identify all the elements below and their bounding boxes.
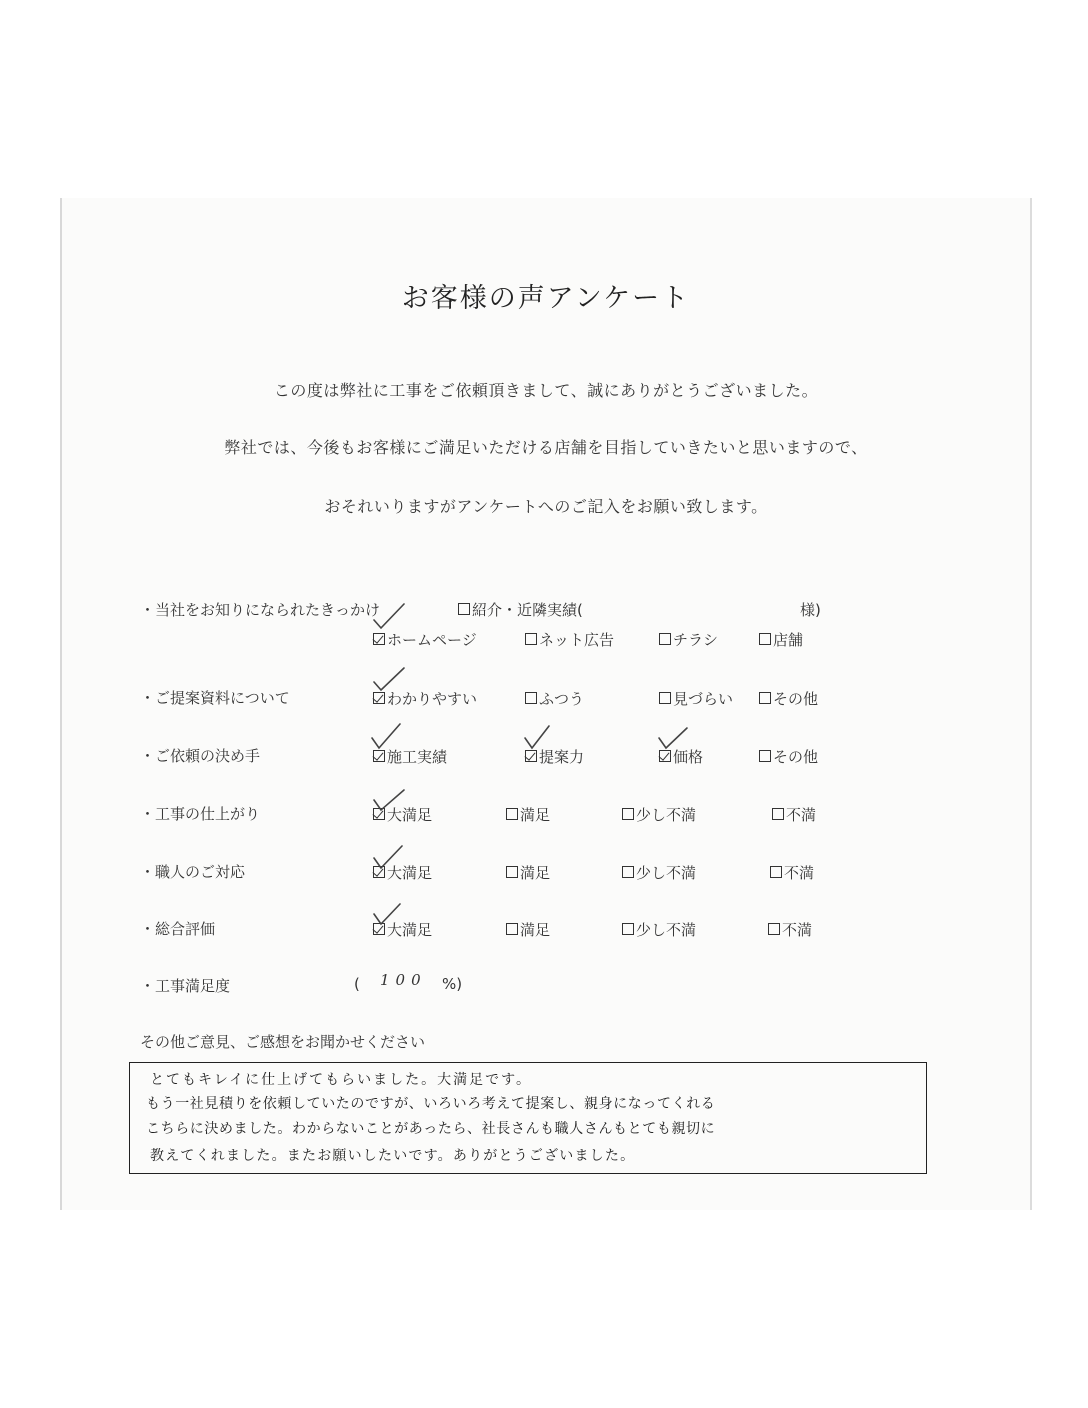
option-store[interactable]: 店舗 [759, 629, 803, 650]
satisfaction-close-paren: %) [442, 975, 463, 993]
satisfaction-value[interactable]: 100 [380, 971, 427, 989]
referral-suffix: 様) [800, 601, 821, 619]
question-overall-rating: ・総合評価 [140, 920, 216, 938]
checkbox-icon[interactable] [759, 692, 771, 704]
question-staff-service: ・職人のご対応 [140, 863, 246, 881]
option-finish-dissatisfied[interactable]: 不満 [772, 804, 816, 825]
checkbox-checked-icon[interactable] [659, 750, 671, 762]
intro-line-1: この度は弊社に工事をご依頼頂きまして、誠にありがとうございました。 [273, 381, 819, 400]
comment-line-2: もう一社見積りを依頼していたのですが、いろいろ考えて提案し、親身になってくれる [146, 1096, 716, 1112]
survey-sheet [60, 198, 1032, 1210]
checkbox-checked-icon[interactable] [373, 692, 385, 704]
option-referral-introduction[interactable]: 紹介・近隣実績( [458, 599, 583, 620]
option-proposal-ability[interactable]: 提案力 [525, 746, 584, 767]
option-hard-to-read[interactable]: 見づらい [659, 688, 733, 709]
option-overall-dissatisfied[interactable]: 不満 [768, 919, 812, 940]
checkbox-icon[interactable] [622, 923, 634, 935]
option-flyer[interactable]: チラシ [659, 629, 718, 650]
checkbox-checked-icon[interactable] [373, 923, 385, 935]
option-homepage[interactable]: ホームページ [373, 629, 477, 650]
comments-label: その他ご意見、ご感想をお聞かせください [140, 1033, 426, 1051]
question-finish-quality: ・工事の仕上がり [140, 805, 261, 823]
checkbox-icon[interactable] [525, 633, 537, 645]
option-staff-dissatisfied[interactable]: 不満 [770, 862, 814, 883]
comment-line-3: こちらに決めました。わからないことがあったら、社長さんも職人さんもとても親切に [146, 1121, 716, 1137]
checkbox-checked-icon[interactable] [373, 633, 385, 645]
checkbox-icon[interactable] [772, 808, 784, 820]
checkbox-icon[interactable] [659, 692, 671, 704]
comments-textarea[interactable] [129, 1062, 927, 1174]
option-normal[interactable]: ふつう [525, 688, 584, 709]
option-finish-satisfied[interactable]: 満足 [506, 804, 550, 825]
option-finish-slightly-dissatisfied[interactable]: 少し不満 [622, 804, 696, 825]
option-track-record[interactable]: 施工実績 [373, 746, 447, 767]
checkbox-icon[interactable] [506, 808, 518, 820]
satisfaction-open-paren: ( [354, 975, 360, 993]
comment-line-1: とてもキレイに仕上げてもらいました。大満足です。 [150, 1072, 533, 1088]
checkbox-icon[interactable] [659, 633, 671, 645]
question-referral: ・当社をお知りになられたきっかけ [140, 601, 381, 619]
checkbox-checked-icon[interactable] [373, 750, 385, 762]
checkbox-icon[interactable] [759, 750, 771, 762]
checkbox-checked-icon[interactable] [525, 750, 537, 762]
question-satisfaction-rate: ・工事満足度 [140, 977, 231, 995]
checkbox-checked-icon[interactable] [373, 808, 385, 820]
option-web-ad[interactable]: ネット広告 [525, 629, 614, 650]
option-other-proposal[interactable]: その他 [759, 688, 818, 709]
question-proposal-material: ・ご提案資料について [140, 689, 290, 707]
option-overall-slightly-dissatisfied[interactable]: 少し不満 [622, 919, 696, 940]
option-staff-slightly-dissatisfied[interactable]: 少し不満 [622, 862, 696, 883]
option-finish-very-satisfied[interactable]: 大満足 [373, 804, 432, 825]
option-other-factor[interactable]: その他 [759, 746, 818, 767]
checkbox-icon[interactable] [506, 923, 518, 935]
option-price[interactable]: 価格 [659, 746, 703, 767]
checkbox-icon[interactable] [759, 633, 771, 645]
checkbox-icon[interactable] [622, 808, 634, 820]
option-overall-very-satisfied[interactable]: 大満足 [373, 919, 432, 940]
intro-line-2: 弊社では、今後もお客様にご満足いただける店舗を目指していきたいと思いますので、 [224, 438, 868, 457]
option-easy-to-understand[interactable]: わかりやすい [373, 688, 477, 709]
checkbox-icon[interactable] [768, 923, 780, 935]
option-overall-satisfied[interactable]: 満足 [506, 919, 550, 940]
option-staff-very-satisfied[interactable]: 大満足 [373, 862, 432, 883]
survey-title: お客様の声アンケート [401, 283, 691, 314]
option-staff-satisfied[interactable]: 満足 [506, 862, 550, 883]
comment-line-4: 教えてくれました。またお願いしたいです。ありがとうございました。 [150, 1148, 636, 1164]
intro-line-3: おそれいりますがアンケートへのご記入をお願い致します。 [324, 497, 768, 516]
question-deciding-factor: ・ご依頼の決め手 [140, 747, 261, 765]
checkbox-checked-icon[interactable] [373, 866, 385, 878]
checkbox-icon[interactable] [506, 866, 518, 878]
checkbox-icon[interactable] [770, 866, 782, 878]
checkbox-icon[interactable] [525, 692, 537, 704]
checkbox-icon[interactable] [458, 603, 470, 615]
checkbox-icon[interactable] [622, 866, 634, 878]
